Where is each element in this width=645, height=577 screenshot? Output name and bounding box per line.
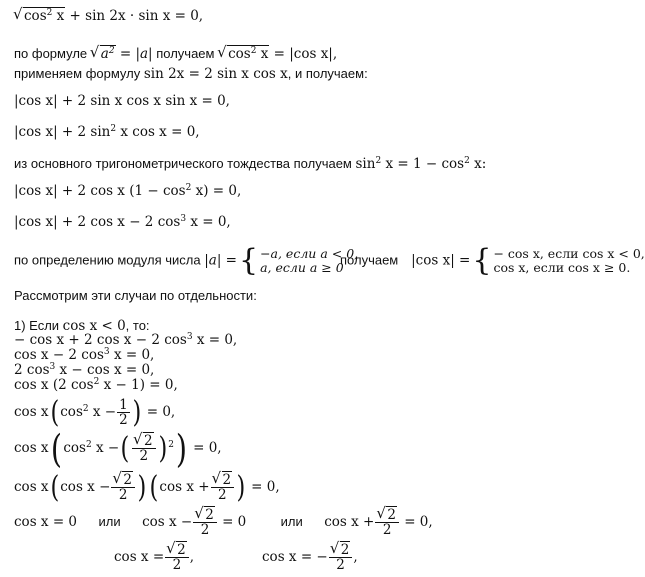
left-brace: {	[238, 243, 259, 278]
equation-line-19: cos x = 0 или cos x − √ $\frac{2}{2}$ = 0 или cos x + √ $\frac{2}{2}$ = 0,	[14, 507, 433, 537]
equation-line-12: − cos x + 2 cos x − 2 $\cos^3 x = 0$,	[14, 332, 238, 348]
modulus-cos-line: получаем |cos x| ={ − cos x, если cos x < 0, cos x, если cos x ≥ 0.	[340, 243, 645, 278]
cases-heading: Рассмотрим эти случаи по отдельности:	[14, 288, 257, 303]
left-brace: {	[472, 243, 492, 278]
fraction-sqrt2-over-2: √ $\frac{2}{2}$	[211, 473, 235, 502]
equation-line-13: cos x − 2 $\cos^3 x = 0$,	[14, 347, 155, 363]
equation-line-20a: cos x = √ $\frac{2}{2}$ ,	[114, 542, 194, 572]
equation-line-8: |cos x| + 2 cos x − 2 $\cos^3 x = 0$,	[14, 214, 231, 230]
sqrt-a-squared: √ $a^2$	[91, 46, 116, 62]
fraction-one-half: $\frac{1}{2}$	[119, 397, 128, 428]
sqrt-cos-squared: √ $\cos^2 x$	[218, 46, 269, 62]
equation-line-20b: cos x = − √ $\frac{2}{2}$ ,	[262, 542, 358, 572]
fraction-sqrt2-over-2: √ $\frac{2}{2}$	[111, 473, 135, 502]
equation-line-4: |cos x| + 2 sin x cos x sin x = 0,	[14, 93, 230, 109]
equation-line-1: √ $\cos^2 x + \sin 2x \cdot \sin x = 0$,	[14, 8, 203, 24]
fraction-sqrt2-over-2: √ $\frac{2}{2}$	[329, 543, 353, 572]
equation-line-18: cos x(cos x − √ $\frac{2}{2}$ )(cos x + √ $\frac{2}{2}$ ) = 0,	[14, 470, 280, 504]
equation-line-5: |cos x| + 2 $\sin^2 x$ cos x = 0,	[14, 124, 200, 140]
fraction-sqrt2-over-2: √ $\frac{2}{2}$	[193, 508, 217, 537]
equation-line-14: 2 $\cos^3 x - \cos x = 0$,	[14, 362, 155, 378]
equation-line-16: $\cos x(\cos^2$ x − $\frac{1}{2}$ ) = 0,	[14, 394, 176, 430]
case-1-heading: 1) Если cos x < 0, то:	[14, 318, 150, 334]
modulus-cases: −a, если a < 0, a, если a ≥ 0	[260, 246, 359, 275]
equation-line-7: |cos x| + 2 cos x $(1 - \cos^2 x) = 0$,	[14, 183, 242, 199]
equation-line-15: cos x (2 $\cos^2 x - 1) = 0$,	[14, 377, 178, 393]
fraction-sqrt2-over-2: √ $\frac{2}{2}$	[375, 508, 399, 537]
fraction-sqrt2-over-2: √ $\frac{2}{2}$	[132, 434, 156, 463]
cos-modulus-cases: − cos x, если cos x < 0, cos x, если cos x ≥ 0.	[493, 246, 645, 275]
equation-line-17: cos x( $\cos^2 x$ −( √ $\frac{2}{2}$ )$^2$) = 0,	[14, 428, 222, 468]
identity-line: из основного тригонометрического тождества получаем $\sin^2 x = 1 - \cos^2 x$:	[14, 156, 487, 172]
formula-line: по формуле √ $a^2 = |a|$ получаем √ $\cos^2 x = |\cos$ x|,	[14, 46, 337, 62]
modulus-definition-line: по определению модуля числа |a| ={ −a, если a < 0, a, если a ≥ 0	[14, 243, 359, 278]
fraction-sqrt2-over-2: √ $\frac{2}{2}$	[165, 543, 189, 572]
sqrt-expression: √ $\cos^2 x$	[14, 8, 65, 24]
apply-formula-line: применяем формулу sin 2x = 2 sin x cos x, и получаем:	[14, 66, 368, 82]
